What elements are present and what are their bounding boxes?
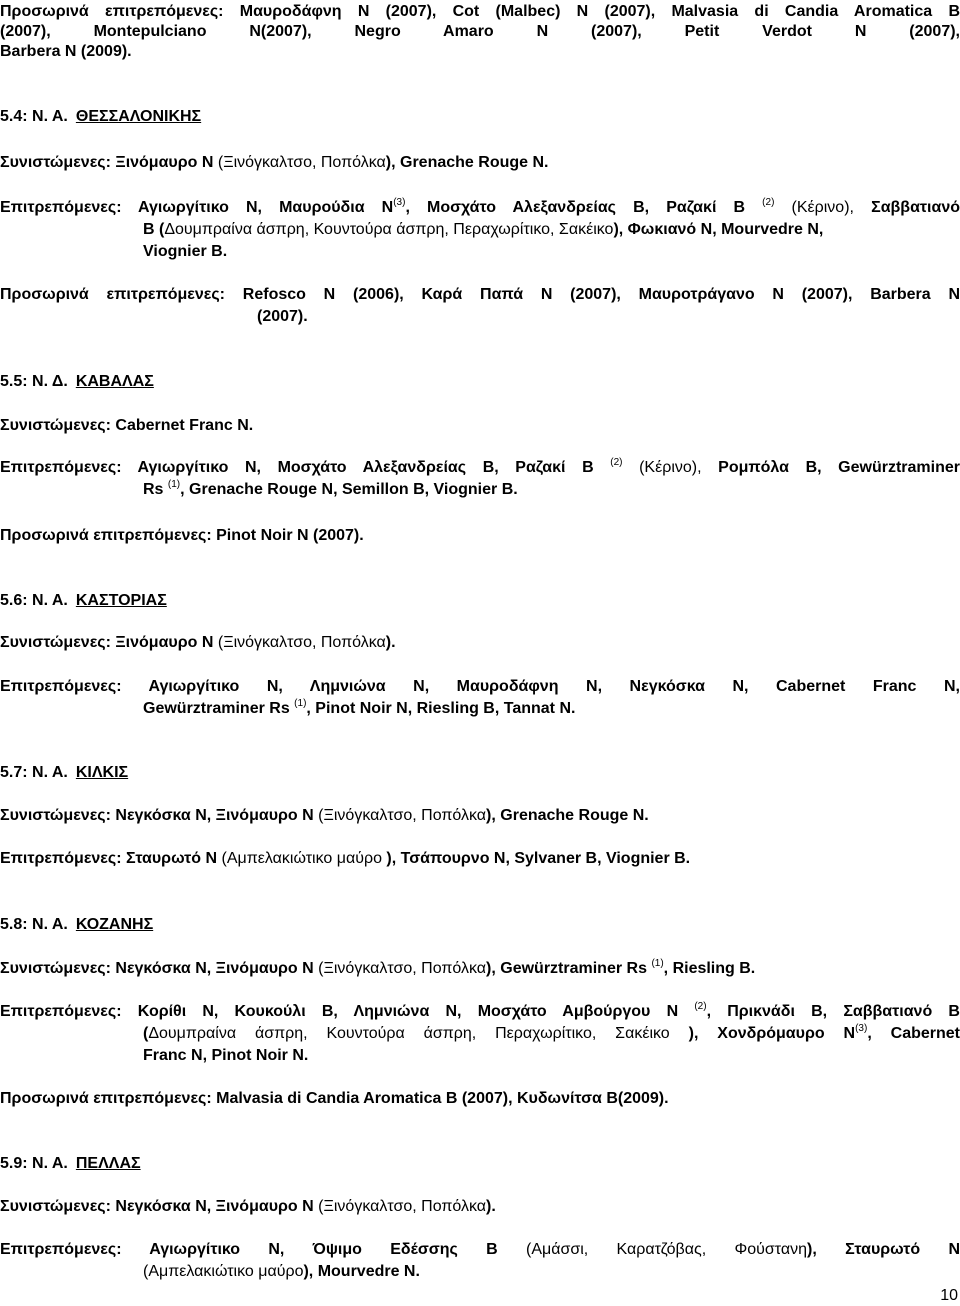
section-title: ΚΑΒΑΛΑΣ	[75, 373, 154, 390]
section-heading-pella	[0, 1154, 141, 1174]
section-heading-kastoria	[0, 591, 167, 611]
recommended-kozani: Συνιστώμενες: Νεγκόσκα Ν, Ξινόμαυρο Ν (Ξινόγκαλτσο, Ποπόλκα), Gewürztraminer Rs $^{(1)}$, Riesling Β.	[0, 958, 756, 977]
permitted-pella-line-2: (Αμπελακιώτικο μαύρο), Mourvedre Ν.	[143, 1263, 420, 1280]
permitted-kozani-line-1: Επιτρεπόμενες: Κορίθι Ν, Κουκούλι Β, Λημνιώνα Ν, Μοσχάτο Αμβούργου Ν $^{(2)}$, Πρικνάδι Β, Σαββατιανό Β	[0, 1001, 960, 1020]
section-title: ΠΕΛΛΑΣ	[75, 1155, 141, 1172]
section-heading-kavala	[0, 372, 154, 392]
permitted-thessaloniki-line-1: Επιτρεπόμενες: Αγιωργίτικο Ν, Μαυρούδια $N^{(3)}$, Μοσχάτο Αλεξανδρείας Β, Ραζακί Β $^{(2)}$ (Κέρινο), Σαββατιανό	[0, 197, 960, 216]
provisional-line-1: Προσωρινά επιτρεπόμενες: Μαυροδάφνη Ν (2007), Cot (Malbec) Ν (2007), Malvasia di Candia Aromatica Β	[0, 3, 960, 20]
recommended-kavala: Συνιστώμενες: Cabernet Franc Ν.	[0, 417, 254, 434]
section-number: 5.7: Ν. Α.	[0, 764, 68, 781]
permitted-kastoria-line-1: Επιτρεπόμενες: Αγιωργίτικο Ν, Λημνιώνα Ν, Μαυροδάφνη Ν, Νεγκόσκα Ν, Cabernet Franc Ν,	[0, 678, 960, 695]
recommended-thessaloniki: Συνιστώμενες: Ξινόμαυρο Ν (Ξινόγκαλτσο, Ποπόλκα), Grenache Rouge Ν.	[0, 154, 549, 171]
permitted-thessaloniki-line-3: Viognier Β.	[143, 243, 228, 260]
permitted-kozani-line-3: Franc Ν, Pinot Noir Ν.	[143, 1047, 309, 1064]
provisional-line-3: Barbera Ν (2009).	[0, 43, 132, 60]
section-heading-thessaloniki	[0, 107, 201, 127]
recommended-pella: Συνιστώμενες: Νεγκόσκα Ν, Ξινόμαυρο Ν (Ξινόγκαλτσο, Ποπόλκα).	[0, 1198, 496, 1215]
permitted-kozani-line-2: (Δουμπραίνα άσπρη, Κουντούρα άσπρη, Περαχωρίτικο, Σακέικο ), Χονδρόμαυρο $N^{(3)}$, Cabernet	[143, 1023, 960, 1042]
section-number: 5.4: Ν. Α.	[0, 108, 68, 125]
section-heading-kozani	[0, 915, 153, 935]
provisional-thessaloniki-line-2: (2007).	[257, 308, 308, 325]
section-number: 5.5: Ν. Δ.	[0, 373, 68, 390]
section-number: 5.8: Ν. Α.	[0, 916, 68, 933]
permitted-kastoria-line-2: Gewürztraminer Rs $^{(1)}$, Pinot Noir Ν, Riesling Β, Tannat Ν.	[143, 698, 576, 717]
section-title: ΚΑΣΤΟΡΙΑΣ	[75, 592, 167, 609]
provisional-kozani: Προσωρινά επιτρεπόμενες: Malvasia di Candia Aromatica Β (2007), Κυδωνίτσα Β(2009).	[0, 1090, 669, 1107]
recommended-kastoria: Συνιστώμενες: Ξινόμαυρο Ν (Ξινόγκαλτσο, Ποπόλκα).	[0, 634, 396, 651]
permitted-kavala-line-2: Rs $^{(1)}$, Grenache Rouge Ν, Semillon Β, Viognier Β.	[143, 479, 518, 498]
permitted-pella-line-1: Επιτρεπόμενες: Αγιωργίτικο Ν, Όψιμο Εδέσσης Β (Αμάσσι, Καρατζόβας, Φούστανη), Σταυρωτό Ν	[0, 1241, 960, 1258]
page-number: 10	[940, 1287, 958, 1304]
provisional-line-2: (2007), Montepulciano Ν(2007), Negro Amaro Ν (2007), Petit Verdot Ν (2007),	[0, 23, 960, 40]
section-number: 5.9: Ν. Α.	[0, 1155, 68, 1172]
provisional-thessaloniki-line-1: Προσωρινά επιτρεπόμενες: Refosco Ν (2006), Καρά Παπά Ν (2007), Μαυροτράγανο Ν (2007), Barbera Ν	[0, 286, 960, 303]
permitted-kavala-line-1: Επιτρεπόμενες: Αγιωργίτικο Ν, Μοσχάτο Αλεξανδρείας Β, Ραζακί Β $^{(2)}$ (Κέρινο), Ρομπόλα Β, Gewürztraminer	[0, 457, 960, 476]
recommended-kilkis: Συνιστώμενες: Νεγκόσκα Ν, Ξινόμαυρο Ν (Ξινόγκαλτσο, Ποπόλκα), Grenache Rouge Ν.	[0, 807, 649, 824]
permitted-kilkis: Επιτρεπόμενες: Σταυρωτό Ν (Αμπελακιώτικο μαύρο ), Τσάπουρνο Ν, Sylvaner Β, Viognier Β.	[0, 850, 691, 867]
section-title: ΚΟΖΑΝΗΣ	[75, 916, 154, 933]
provisional-kavala: Προσωρινά επιτρεπόμενες: Pinot Noir Ν (2007).	[0, 527, 364, 544]
permitted-thessaloniki-line-2: Β (Δουμπραίνα άσπρη, Κουντούρα άσπρη, Περαχωρίτικο, Σακέικο), Φωκιανό Ν, Mourvedre Ν,	[143, 221, 824, 238]
section-title: ΚΙΛΚΙΣ	[75, 764, 129, 781]
section-title: ΘΕΣΣΑΛΟΝΙΚΗΣ	[75, 108, 202, 125]
section-number: 5.6: Ν. Α.	[0, 592, 68, 609]
section-heading-kilkis	[0, 763, 128, 783]
